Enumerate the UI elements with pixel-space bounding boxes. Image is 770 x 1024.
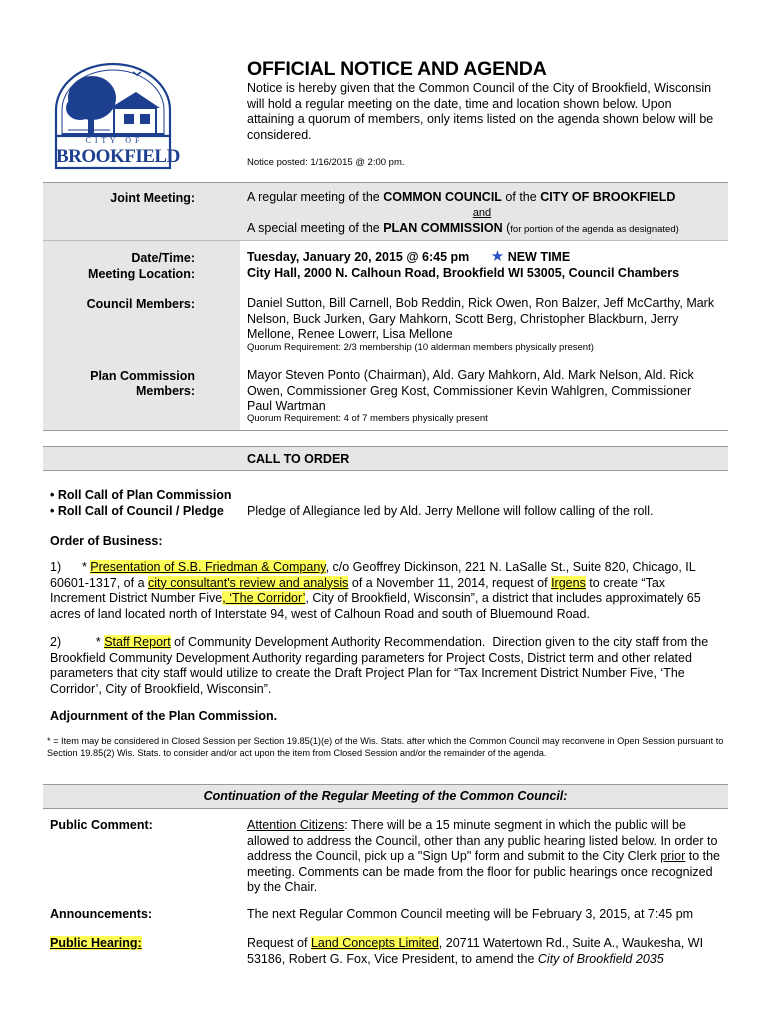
agenda-item-1: 1) * Presentation of S.B. Friedman & Company, c/o Geoffrey Dickinson, 221 N. LaSalle St., Suite 820, Chicago, IL 60601-1317, of a city consultant's review and analysis of a November 11, 2014, request of Irgens to create “Tax Increment District Number Five, ‘The Corridor’, City of Brookfield, Wisconsin”, a district that includes approximately 65 acres of land located north of Interstate 94, west of Calhoun Road and south of Bluemound Road. [50,560,705,621]
public-comment-text: Attention Citizens: There will be a 15 minute segment in which the public will be allowed to address the Council, other than any public hearing listed below. In order to address the Council, pick up a "Sign Up" form and submit to the City Clerk prior to the meeting. Comments can be made from the floor for public hearings once recognized by the Chair. [247,818,720,894]
council-members-label: Council Members: [86,297,195,311]
agenda-item-2: 2) * Staff Report of Community Development Authority Recommendation. Direction given to the city staff from the Brookfield Community Development Authority regarding parameters for Project Costs, District term and other related parameters that city staff would utilize to create the Draft Project Plan for “Tax Increment District Number Five, ‘The Corridor’, City of Brookfield, Wisconsin”. [50,635,712,696]
roll-call-plan: • Roll Call of Plan Commission [50,488,232,502]
meeting-date: Tuesday, January 20, 2015 @ 6:45 pm ★ NEW TIME [247,248,571,265]
joint-meeting-line2: A special meeting of the PLAN COMMISSION (for portion of the agenda as designated) [247,221,679,235]
closed-session-footnote: * = Item may be considered in Closed Session per Section 19.85(1)(e) of the Wis. Stats. after which the Common Council may reconvene in Open Session pursuant to Section 19.85(2) Wis. Stats. to consider and/or act upon the item from Closed Session and/or the remainder of the agenda. [47,736,724,758]
logo-city-of: C I T Y O F [85,136,141,145]
joint-meeting-line1: A regular meeting of the COMMON COUNCIL of the CITY OF BROOKFIELD [247,190,676,204]
datetime-label: Date/Time: [131,251,195,265]
notice-paragraph: Notice is hereby given that the Common Council of the City of Brookfield, Wisconsin will hold a regular meeting on the date, time and location shown below. Upon attaining a quorum of members, only items listed on the agenda shown below will be considered. [247,81,714,142]
roll-call-council: • Roll Call of Council / Pledge [50,504,224,518]
council-members-list: Daniel Sutton, Bill Carnell, Bob Reddin, Rick Owen, Ron Balzer, Jeff McCarthy, Mark Nelson, Buck Jurken, Gary Mahkorn, Scott Berg, Christopher Blackburn, Jerry Mellone, Renee Lowerr, Lisa Mellone [247,296,715,341]
call-to-order-band [43,446,728,470]
order-heading: Order of Business: [50,534,163,548]
plan-members-label: Members: [135,384,195,398]
public-hearing-label: Public Hearing: [50,936,142,950]
logo-brookfield: BROOKFIELD [56,146,180,167]
joint-and: and [472,207,492,219]
location-label: Meeting Location: [88,267,195,281]
plan-commission-label: Plan Commission [90,369,195,383]
council-quorum: Quorum Requirement: 2/3 membership (10 alderman members physically present) [247,342,594,353]
pledge-text: Pledge of Allegiance led by Ald. Jerry Mellone will follow calling of the roll. [247,504,654,518]
announcements-label: Announcements: [50,907,153,921]
meeting-location: City Hall, 2000 N. Calhoun Road, Brookfield WI 53005, Council Chambers [247,266,680,280]
city-logo [50,62,180,170]
plan-members-list: Mayor Steven Ponto (Chairman), Ald. Gary Mahkorn, Ald. Mark Nelson, Ald. Rick Owen, Commissioner Greg Kost, Commissioner Kevin Wahlgren, Commissioner Paul Wartman [247,368,694,413]
adjournment-heading: Adjournment of the Plan Commission. [50,709,278,723]
announcements-text: The next Regular Common Council meeting will be February 3, 2015, at 7:45 pm [247,907,694,921]
star-icon: ★ [490,248,505,265]
public-hearing-text: Request of Land Concepts Limited, 20711 Watertown Rd., Suite A., Waukesha, WI 53186, Robert G. Fox, Vice President, to amend the City of Brookfield 2035 [247,936,704,966]
continuation-heading: Continuation of the Regular Meeting of the Common Council: [203,789,568,803]
joint-meeting-label: Joint Meeting: [110,191,195,205]
plan-quorum: Quorum Requirement: 4 of 7 members physically present [247,413,488,424]
call-to-order-heading: CALL TO ORDER [247,452,350,466]
page-title: OFFICIAL NOTICE AND AGENDA [247,58,547,80]
notice-posted: Notice posted: 1/16/2015 @ 2:00 pm. [247,157,405,168]
public-comment-label: Public Comment: [50,818,153,832]
